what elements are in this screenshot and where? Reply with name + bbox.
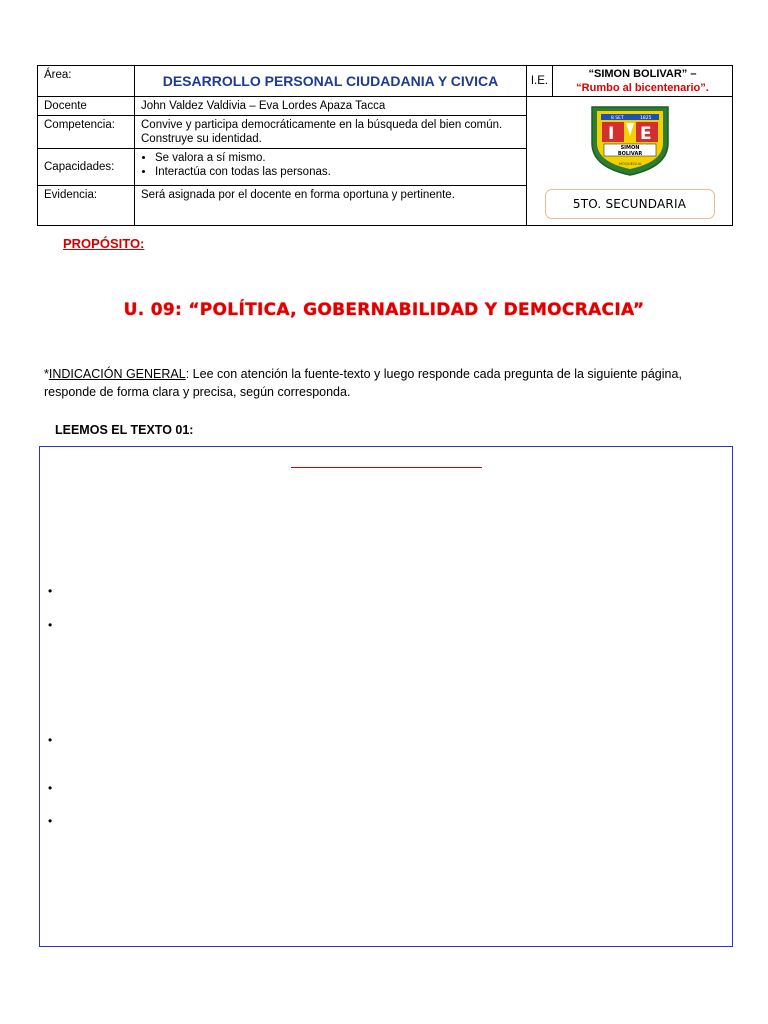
svg-text:I: I <box>607 124 614 144</box>
evidencia-label: Evidencia: <box>38 186 135 226</box>
ie-label: I.E. <box>527 66 553 97</box>
svg-text:1825: 1825 <box>639 116 651 121</box>
reading-text-box <box>39 446 733 947</box>
evidencia-value: Será asignada por el docente en forma oportuna y pertinente. <box>135 186 527 226</box>
indication-text: : Lee con atención la fuente-texto y luego responde cada pregunta de la siguiente página, responde de forma clara y precisa, según corresponda. <box>44 367 682 399</box>
logo-cell <box>527 97 733 226</box>
capacidades-label: Capacidades: <box>38 149 135 186</box>
area-label: Área: <box>38 66 135 97</box>
bullet-point: • <box>48 814 53 828</box>
purpose-heading: PROPÓSITO: <box>63 236 145 251</box>
svg-text:8 SET: 8 SET <box>610 116 624 121</box>
header-table <box>37 65 733 226</box>
bullet-point: • <box>48 584 53 598</box>
bullet-point: • <box>48 781 53 795</box>
competencia-label: Competencia: <box>38 116 135 149</box>
svg-text:SIMON: SIMON <box>620 145 639 151</box>
school-crest-icon <box>586 103 674 177</box>
bullet-point: • <box>48 733 53 747</box>
school-motto: “Rumbo al bicentenario”. <box>576 82 709 94</box>
docente-value: John Valdez Valdivia – Eva Lordes Apaza Tacca <box>135 97 527 116</box>
capacidad-item: • Interactúa con todas las personas. <box>155 165 520 179</box>
svg-text:BOLIVAR: BOLIVAR <box>617 151 642 157</box>
competencia-value: Convive y participa democráticamente en la búsqueda del bien común. Construye su identidad. <box>135 116 527 149</box>
general-indication <box>44 365 734 401</box>
title-underline <box>291 467 482 468</box>
school-cell <box>553 66 733 97</box>
subject-title: DESARROLLO PERSONAL CIUDADANIA Y CIVICA <box>135 66 527 97</box>
grade-badge: 5TO. SECUNDARIA <box>545 189 715 219</box>
indication-prefix: * <box>44 367 49 381</box>
capacidad-item: • Se valora a sí mismo. <box>155 151 520 165</box>
docente-label: Docente <box>38 97 135 116</box>
svg-text:E: E <box>639 124 652 144</box>
capacidades-list <box>141 151 520 179</box>
school-name: “SIMON BOLIVAR” – <box>588 68 697 80</box>
indication-label: INDICACIÓN GENERAL <box>48 367 186 381</box>
reading-heading: LEEMOS EL TEXTO 01: <box>55 423 194 437</box>
capacidades-cell <box>135 149 527 186</box>
bullet-point: • <box>48 618 53 632</box>
svg-text:MOQUEGUA: MOQUEGUA <box>618 161 641 166</box>
unit-title: U. 09: “POLÍTICA, GOBERNABILIDAD Y DEMOCRACIA” <box>123 300 645 320</box>
